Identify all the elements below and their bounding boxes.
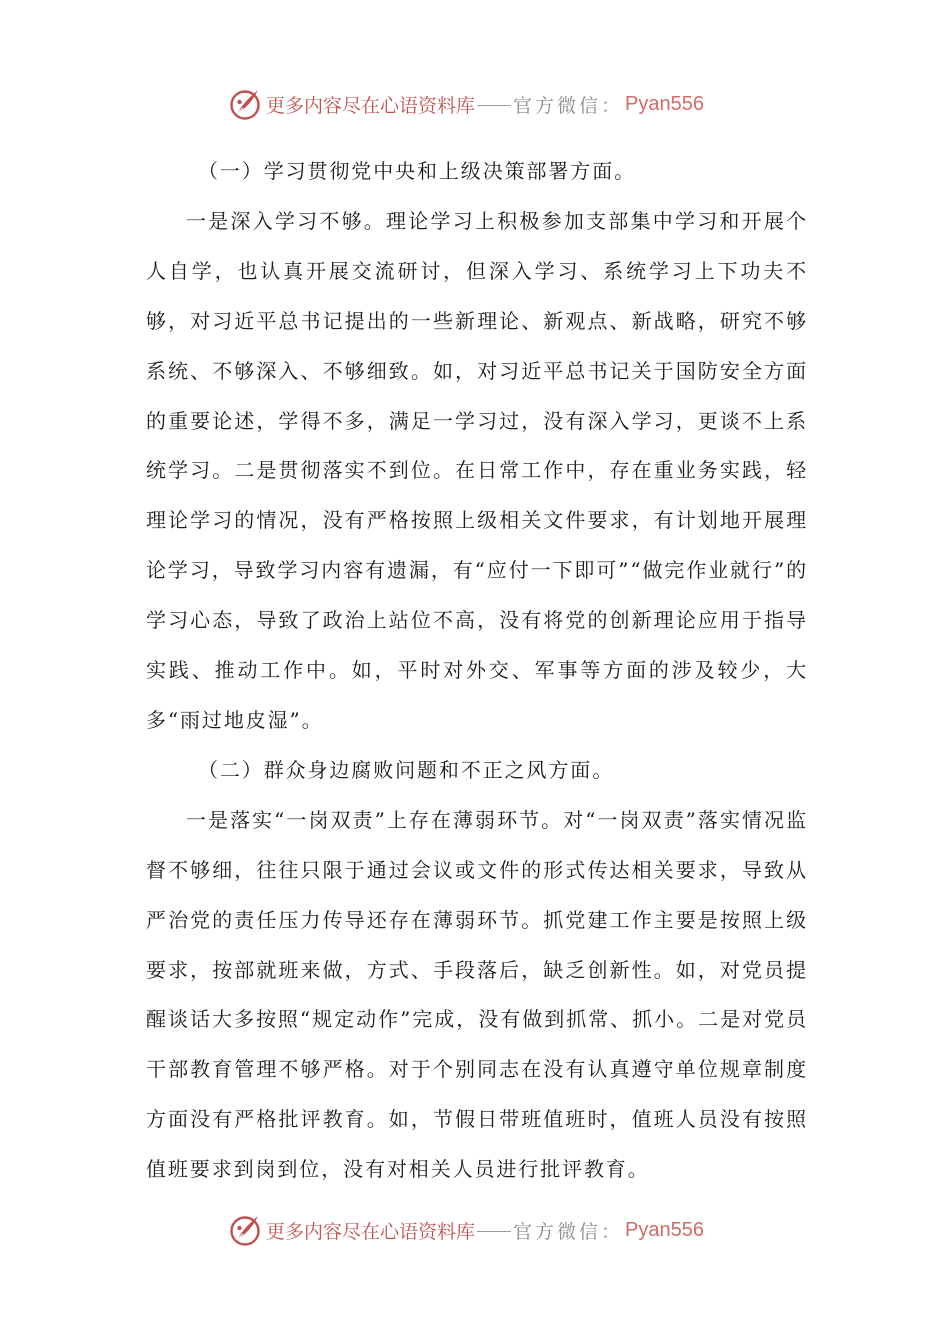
quill-pen-icon	[228, 87, 262, 121]
paragraph-1: 一是深入学习不够。理论学习上积极参加支部集中学习和开展个人自学，也认真开展交流研讨，但深入学习、系统学习上下功夫不够，对习近平总书记提出的一些新理论、新观点、新战略，研究不够系统、不够深入、不够细致。如，对习近平总书记关于国防安全方面的重要论述，学得不多，满足一学习过，没有深入学习，更谈不上系统学习。二是贯彻落实不到位。在日常工作中，存在重业务实践，轻理论学习的情况，没有严格按照上级相关文件要求，有计划地开展理论学习，导致学习内容有遗漏，有“应付一下即可”“做完作业就行”的学习心态，导致了政治上站位不高，没有将党的创新理论应用于指导实践、推动工作中。如，平时对外交、军事等方面的涉及较少，大多“雨过地皮湿”。	[146, 208, 808, 732]
document-body	[146, 147, 808, 1195]
paragraph-2: 一是落实“一岗双责”上存在薄弱环节。对“一岗双责”落实情况监督不够细，往往只限于通过会议或文件的形式传达相关要求，导致从严治党的责任压力传导还存在薄弱环节。抓党建工作主要是按照上级要求，按部就班来做，方式、手段落后，缺乏创新性。如，对党员提醒谈话大多按照“规定动作”完成，没有做到抓常、抓小。二是对党员干部教育管理不够严格。对于个别同志在没有认真遵守单位规章制度方面没有严格批评教育。如，节假日带班值班时，值班人员没有按照值班要求到岗到位，没有对相关人员进行批评教育。	[146, 807, 808, 1182]
watermark-dash	[477, 105, 511, 106]
watermark-label: 官方微信：	[513, 94, 624, 117]
watermark-label: 官方微信：	[513, 1220, 624, 1243]
watermark-handle: Pyan556	[625, 92, 704, 115]
watermark-footer	[228, 1212, 704, 1248]
watermark-header	[228, 86, 704, 122]
section-heading-2: （二）群众身边腐败问题和不正之风方面。	[198, 757, 615, 782]
watermark-brand: 更多内容尽在心语资料库	[266, 94, 476, 117]
quill-pen-icon	[228, 1213, 262, 1247]
watermark-brand: 更多内容尽在心语资料库	[266, 1220, 476, 1243]
watermark-dash	[477, 1231, 511, 1232]
watermark-handle: Pyan556	[625, 1218, 704, 1241]
section-heading-1: （一）学习贯彻党中央和上级决策部署方面。	[198, 159, 636, 183]
